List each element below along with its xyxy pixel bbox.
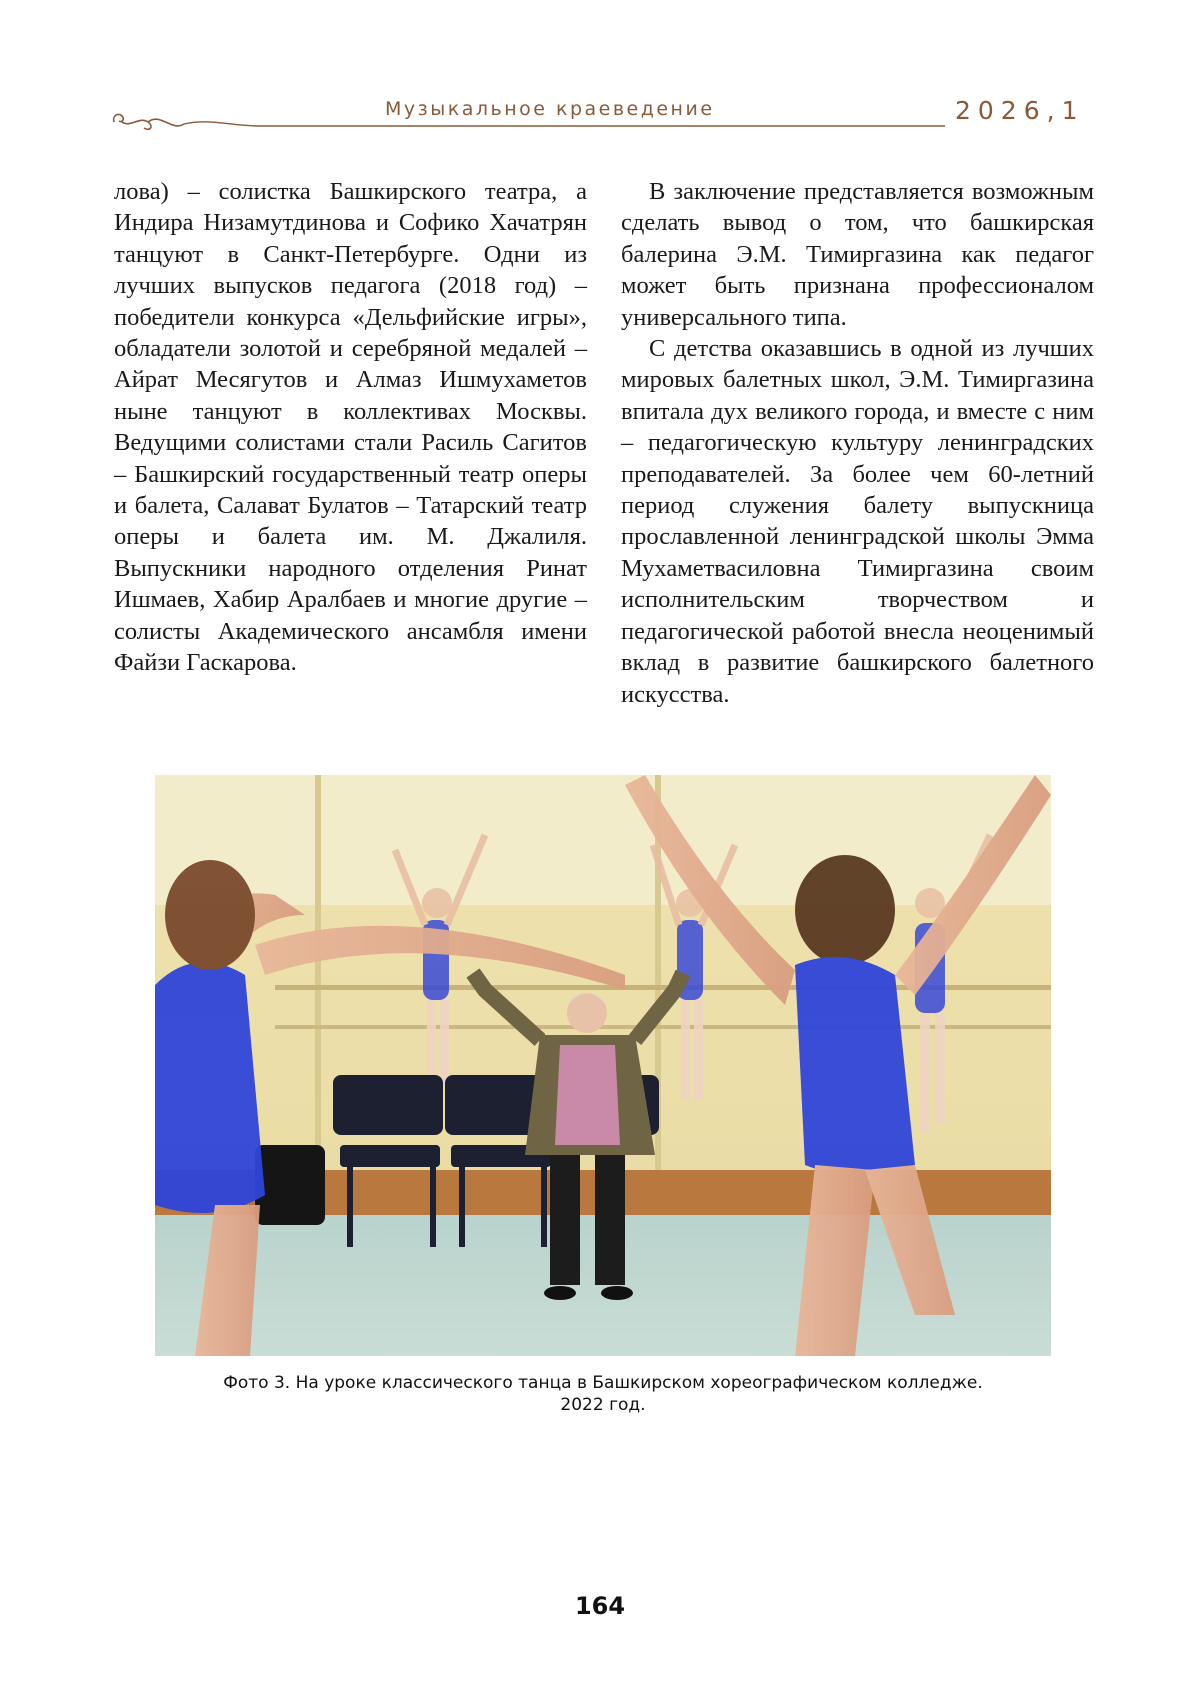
caption-line: Фото 3. На уроке классического танца в Башкирском хореографическом колледже. xyxy=(223,1373,983,1393)
paragraph: лова) – солистка Башкирского театра, а Индира Низамутдинова и Софико Хачатрян танцуют в Санкт-Петербурге. Одни из лучших выпусков педагога (2018 год) – победители конкурса «Дельфийские игры», обладатели золотой и серебряной медалей – Айрат Месягутов и Алмаз Ишмухаметов ныне танцуют в коллективах Москвы. Ведущими солистами стали Расиль Сагитов – Башкирский государственный театр оперы и балета, Салават Булатов – Татарский театр оперы и балета им. М. Джалиля. Выпускники народного отделения Ринат Ишмаев, Хабир Аралбаев и многие другие – солисты Академического ансамбля имени Файзи Гаскарова. xyxy=(114,178,587,677)
text-column-left xyxy=(114,176,587,679)
paragraph: В заключение представляется возможным сделать вывод о том, что башкирская балерина Э.М. Тимиргазина как педагог может быть признана профессионалом универсального типа. xyxy=(621,178,1094,331)
paragraph: С детства оказавшись в одной из лучших мировых балетных школ, Э.М. Тимиргазина впитала дух великого города, и вместе с ним – педагогическую культуру ленинградских преподавателей. За более чем 60-летний период служения балету выпускница прославленной ленинградской школы Эмма Мухаметвасиловна Тимиргазина своим исполнительским творчеством и педагогической работой внесла неоценимый вклад в развитие башкирского балетного искусства. xyxy=(621,335,1094,708)
figure-caption xyxy=(150,1372,1056,1416)
text-column-right xyxy=(621,176,1094,710)
journal-title: Музыкальное краеведение xyxy=(385,98,715,120)
issue-number: 2026,1 xyxy=(955,96,1085,125)
ballet-class-illustration xyxy=(155,775,1051,1356)
caption-line: 2022 год. xyxy=(560,1395,646,1415)
page-number: 164 xyxy=(574,1592,626,1620)
ballet-class-photo xyxy=(155,775,1051,1356)
